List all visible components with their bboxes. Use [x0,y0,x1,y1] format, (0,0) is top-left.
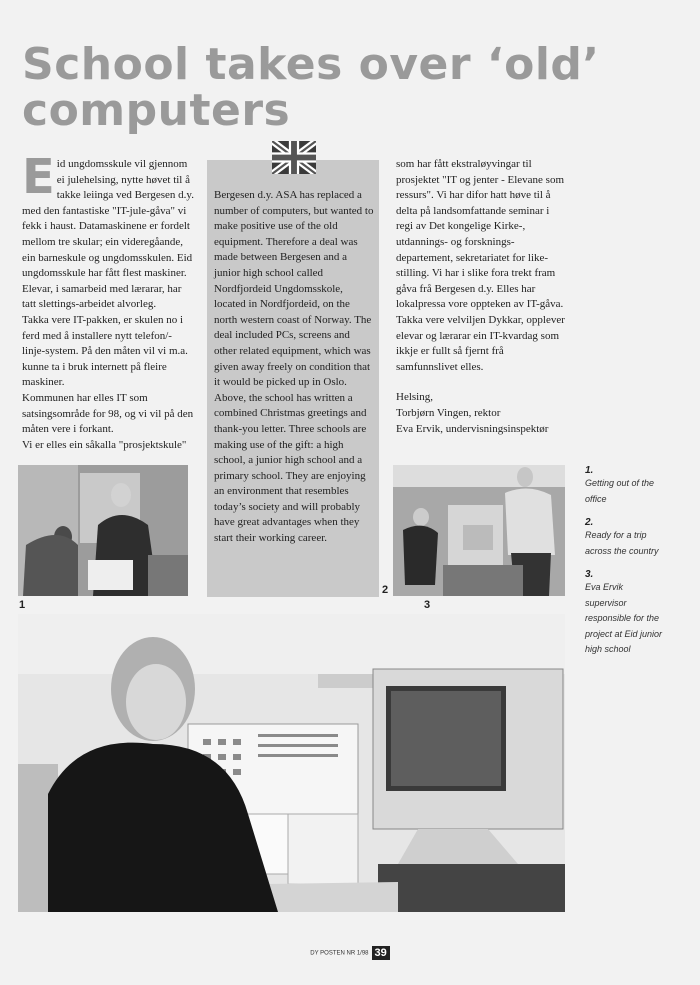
norwegian-article-column-3 [396,157,568,437]
english-article-column [214,188,374,547]
paragraph: Eid ungdomsskule vil gjennom ei julehelsing, nytte høvet til å takke leiinga ved Bergesen d.y. med den fantastiske "IT-jule-gåva" vi fekk i haust. Datamaskinene er fordelt mellom tre skular; ein videregåande, ein barneskule og ungdomsskulen. Eid ungdomsskule har fått flest maskiner. Elevar, i samarbeid med lærarar, har tatt slettings-arbeidet alvorleg. [22,149,194,311]
photo-getting-out-of-office [18,465,188,596]
paragraph: Kommunen har elles IT som satsingsområde for 98, og vi vil på den måten vere i forkant. [22,391,194,436]
photo-eva-ervik-at-computer [18,614,565,912]
photo-number: 1 [19,599,26,611]
photo-captions [585,465,665,658]
caption-number: 3. [585,569,594,580]
caption-text: Getting out of the office [585,478,655,504]
uk-flag-icon [272,141,316,174]
page-number: 39 [372,946,390,960]
page-footer [0,946,700,960]
paragraph: Takka vere velviljen Dykkar, opplever elevar og lærarar ein IT-kvardag som ikkje er fullt så fjernt frå samfunnslivet elles. [396,313,565,373]
headline: School takes over ‘old’ computers [22,39,600,136]
photo-number: 3 [424,599,431,611]
signature: Torbjørn Vingen, rektor [396,406,501,419]
photo-ready-for-trip [393,465,565,596]
paragraph: Vi er elles ein såkalla "prosjektskule" [22,438,187,451]
caption-number: 2. [585,517,594,528]
paragraph: Takka vere IT-pakken, er skulen no i ferd med å installere nytt telefon/-linje-system. På den måten vil vi m.a. kunne ta i bruk internett på fleire maskiner. [22,313,188,389]
caption-number: 1. [585,465,594,476]
norwegian-article-column-1 [22,149,194,453]
paragraph: som har fått ekstraløyvingar til prosjektet "IT og jenter - Elevane som ressurs". Vi har difor hatt høve til å delta på landsomfattande seminar i regi av Det kongelige Kirke-, utdannings- og forsknings-departement, sekretariatet for like-stilling. Vi har i slike fora trekt fram gåva frå Bergesen d.y. Elles har lokalpressa vore oppteken av IT-gåva. [396,158,565,311]
greeting: Helsing, [396,391,433,404]
paragraph: Above, the school has written a combined Christmas greetings and thank-you letter. Three schools are making use of the gift: a high school, a junior high school and a primary school. They are enjoying an environment that resembles today’s society and will probably have great advantages when they start their working career. [214,391,367,545]
photo-number: 2 [382,584,389,596]
caption-text: Ready for a trip across the country [585,530,659,556]
signature: Eva Ervik, undervisningsinspektør [396,422,549,435]
caption-text: Eva Ervik supervisor responsible for the project at Eid junior high school [585,582,663,654]
drop-cap: E [22,149,55,205]
paragraph: Bergesen d.y. ASA has replaced a number of computers, but wanted to make positive use of the old equipment. Therefore a deal was made between Bergesen and a junior high school called Nordfjordeid Ungdomsskole, located in Nordfjordeid, on the north western coast of Norway. The deal included PCs, screens and other related equipment, which was given away freely on condition that it would be picked up in Oslo. [214,189,374,389]
magazine-issue: DY POSTEN NR 1/98 [310,950,369,957]
